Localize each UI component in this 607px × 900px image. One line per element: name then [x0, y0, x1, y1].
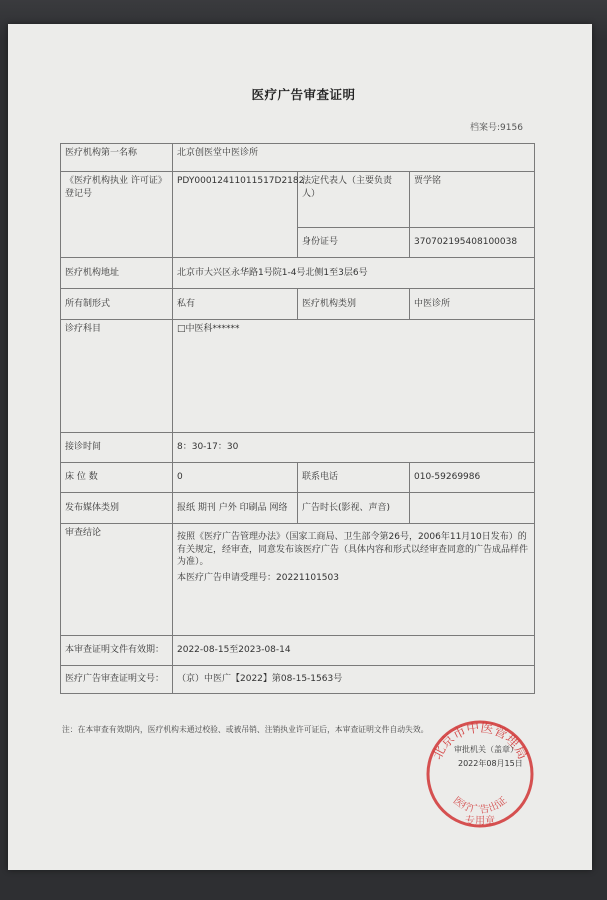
conclusion-label: 审查结论 [61, 524, 173, 636]
license-value: PDY00012411011517D2182 [173, 172, 298, 258]
ownership-value: 私有 [173, 289, 298, 320]
institution-name-value: 北京创医堂中医诊所 [173, 144, 535, 172]
seal-bottom-text: 医疗广告出证 [450, 795, 510, 816]
duration-value [410, 493, 535, 524]
conclusion-cell [173, 524, 535, 636]
form-table [60, 143, 535, 694]
file-number: 档案号:9156 [470, 123, 523, 133]
conclusion-text: 按照《医疗广告管理办法》（国家工商局、卫生部令第26号，2006年11月10日发布）的有关规定，经审查，同意发布该医疗广告（具体内容和形式以经审查同意的广告成品样件为准）。 [177, 532, 529, 568]
seal-top-text: 北京市中医管理局 [430, 720, 530, 763]
phone-value: 010-59269986 [410, 463, 535, 493]
legal-rep-label: 法定代表人（主要负责人） [298, 172, 410, 228]
category-label: 医疗机构类别 [298, 289, 410, 320]
id-number-value: 370702195408100038 [410, 228, 535, 258]
address-label: 医疗机构地址 [61, 258, 173, 289]
departments-value: □中医科****** [173, 320, 535, 433]
cert-number-label: 医疗广告审查证明文号： [61, 666, 173, 694]
departments-label: 诊疗科目 [61, 320, 173, 433]
application-number: 本医疗广告申请受理号：20221101503 [177, 572, 339, 583]
cert-number-value: （京）中医广【2022】第08-15-1563号 [173, 666, 535, 694]
issue-date: 2022年08月15日 [458, 759, 523, 768]
authority-label: 审批机关（盖章） [454, 745, 518, 754]
hours-label: 接诊时间 [61, 433, 173, 463]
validity-label: 本审查证明文件有效期： [61, 636, 173, 666]
seal-center-text: 专用章 [465, 816, 495, 827]
media-value: 报纸 期刊 户外 印刷品 网络 [173, 493, 298, 524]
category-value: 中医诊所 [410, 289, 535, 320]
phone-label: 联系电话 [298, 463, 410, 493]
media-label: 发布媒体类别 [61, 493, 173, 524]
document-title: 医疗广告审查证明 [251, 87, 356, 102]
license-label: 《医疗机构执业 许可证》登记号 [61, 172, 173, 258]
hours-value: 8：30-17：30 [173, 433, 535, 463]
beds-value: 0 [173, 463, 298, 493]
legal-rep-value: 贾学铭 [410, 172, 535, 228]
institution-name-label: 医疗机构第一名称 [61, 144, 173, 172]
ownership-label: 所有制形式 [61, 289, 173, 320]
official-seal [420, 712, 540, 832]
validity-value: 2022-08-15至2023-08-14 [173, 636, 535, 666]
duration-label: 广告时长(影视、声音) [298, 493, 410, 524]
id-number-label: 身份证号 [298, 228, 410, 258]
footer-note: 注：在本审查有效期内，医疗机构未通过校验、或被吊销、注销执业许可证后，本审查证明文件自动失效。 [62, 725, 429, 734]
address-value: 北京市大兴区永华路1号院1-4号北侧1至3层6号 [173, 258, 535, 289]
beds-label: 床 位 数 [61, 463, 173, 493]
